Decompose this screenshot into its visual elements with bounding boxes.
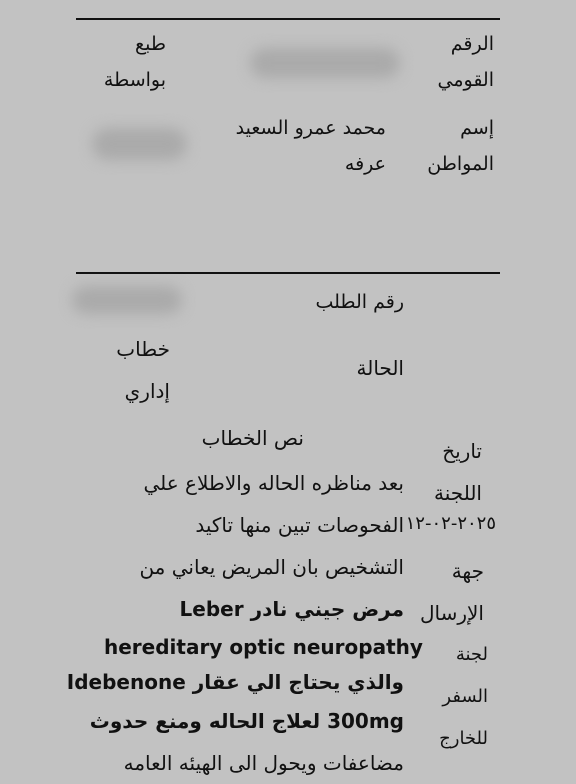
committee-date-value: ٢٠٢٥-٠٢-١٢ [405,513,496,534]
letter-line: 300mg لعلاج الحاله ومنع حدوث [89,709,404,733]
letter-line: مضاعفات ويحول الى الهيئه العامه [123,751,404,775]
committee-date-label: تاريخ اللجنة [434,439,482,505]
status-label: الحالة [356,356,404,380]
letter-line: التشخيص بان المريض يعاني من [139,555,404,579]
section-divider [76,272,500,274]
printed-by-value-redacted [92,128,187,160]
letter-body [66,462,423,784]
citizen-name-value: محمد عمرو السعيد عرفه [235,117,386,175]
national-id-label: الرقم القومي [437,33,494,91]
citizen-name-label: إسم المواطن [427,117,494,175]
request-number-value-redacted [72,286,182,314]
letter-line: والذي يحتاج الي عقار Idebenone [66,670,404,694]
top-divider [76,18,500,20]
letter-line: الفحوصات تبين منها تاكيد [195,513,404,537]
sender-value: لجنة السفر للخارج [439,644,488,749]
letter-line: بعد مناظره الحاله والاطلاع علي [143,471,404,495]
request-number-label: رقم الطلب [315,291,404,313]
letter-line: hereditary optic neuropathy [104,635,423,659]
printed-by-label: طبع بواسطة [103,33,166,91]
letter-line: مرض جيني نادر Leber [179,597,404,621]
status-value: خطاب إداري [116,337,170,403]
letter-text-label: نص الخطاب [201,426,304,450]
sender-label: جهة الإرسال [419,559,484,625]
national-id-value-redacted [250,48,400,78]
